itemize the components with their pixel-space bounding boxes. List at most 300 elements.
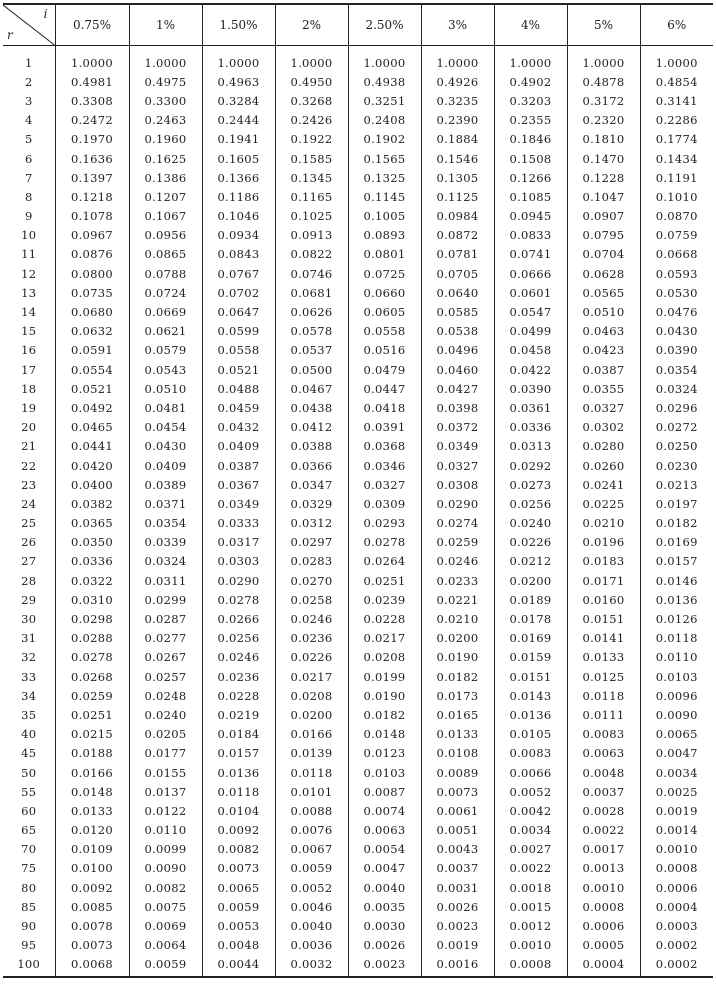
value-cell: 0.0558 [202, 341, 275, 360]
value-cell: 0.0199 [348, 667, 421, 686]
value-cell: 0.0157 [202, 744, 275, 763]
table-row [3, 514, 713, 533]
value-cell: 0.0109 [55, 840, 129, 859]
column-header: 0.75% [55, 4, 129, 46]
value-cell: 0.0872 [421, 226, 494, 245]
table-header [3, 4, 713, 46]
value-cell: 0.0048 [567, 763, 640, 782]
table-row [3, 475, 713, 494]
value-cell: 0.0354 [129, 514, 202, 533]
value-cell: 0.0027 [494, 840, 567, 859]
value-cell: 0.0190 [421, 648, 494, 667]
value-cell: 0.0046 [275, 897, 348, 916]
value-cell: 0.0366 [275, 456, 348, 475]
value-cell: 0.0296 [640, 398, 713, 417]
period-cell: 33 [21, 669, 37, 684]
value-cell: 1.0000 [202, 46, 275, 73]
value-cell: 0.0017 [567, 840, 640, 859]
table-row [3, 533, 713, 552]
value-cell: 0.0704 [567, 245, 640, 264]
table-row [3, 360, 713, 379]
table-row [3, 187, 713, 206]
value-cell: 0.0240 [129, 705, 202, 724]
value-cell: 0.0280 [567, 437, 640, 456]
value-cell: 0.0390 [640, 341, 713, 360]
value-cell: 0.0036 [275, 936, 348, 955]
value-cell: 0.0085 [55, 897, 129, 916]
value-cell: 0.0136 [640, 590, 713, 609]
value-cell: 0.0725 [348, 264, 421, 283]
value-cell: 0.0076 [275, 821, 348, 840]
value-cell: 0.0391 [348, 418, 421, 437]
value-cell: 0.0052 [494, 782, 567, 801]
value-cell: 0.0913 [275, 226, 348, 245]
value-cell: 1.0000 [640, 46, 713, 73]
value-cell: 0.0327 [348, 475, 421, 494]
table-row [3, 264, 713, 283]
value-cell: 0.1636 [55, 149, 129, 168]
value-cell: 0.1397 [55, 168, 129, 187]
value-cell: 0.0481 [129, 398, 202, 417]
value-cell: 0.0290 [202, 571, 275, 590]
value-cell: 0.0250 [640, 437, 713, 456]
value-cell: 0.0538 [421, 322, 494, 341]
value-cell: 0.0074 [348, 801, 421, 820]
value-cell: 0.1960 [129, 130, 202, 149]
table-row [3, 571, 713, 590]
period-cell: 2 [24, 74, 33, 89]
value-cell: 0.0591 [55, 341, 129, 360]
value-cell: 0.0083 [567, 725, 640, 744]
value-cell: 0.0537 [275, 341, 348, 360]
value-cell: 0.0133 [421, 725, 494, 744]
value-cell: 0.0945 [494, 207, 567, 226]
value-cell: 0.0388 [275, 437, 348, 456]
period-cell: 35 [21, 707, 37, 722]
value-cell: 0.1085 [494, 187, 567, 206]
value-cell: 0.0967 [55, 226, 129, 245]
value-cell: 0.0236 [202, 667, 275, 686]
value-cell: 0.0123 [348, 744, 421, 763]
value-cell: 0.0324 [640, 379, 713, 398]
value-cell: 0.2426 [275, 111, 348, 130]
value-cell: 0.0543 [129, 360, 202, 379]
value-cell: 0.0197 [640, 494, 713, 513]
value-cell: 0.0159 [494, 648, 567, 667]
value-cell: 0.0188 [55, 744, 129, 763]
value-cell: 0.0002 [640, 955, 713, 977]
value-cell: 0.0182 [421, 667, 494, 686]
value-cell: 0.0208 [275, 686, 348, 705]
value-cell: 0.0767 [202, 264, 275, 283]
value-cell: 0.1941 [202, 130, 275, 149]
value-cell: 0.0893 [348, 226, 421, 245]
period-cell: 7 [24, 170, 33, 185]
value-cell: 0.3284 [202, 91, 275, 110]
value-cell: 0.0118 [202, 782, 275, 801]
value-cell: 0.1145 [348, 187, 421, 206]
value-cell: 0.0143 [494, 686, 567, 705]
value-cell: 0.0205 [129, 725, 202, 744]
period-cell: 95 [21, 938, 37, 953]
table-row [3, 629, 713, 648]
value-cell: 0.0063 [348, 821, 421, 840]
value-cell: 0.0026 [421, 897, 494, 916]
value-cell: 0.0100 [55, 859, 129, 878]
value-cell: 0.0367 [202, 475, 275, 494]
value-cell: 0.0361 [494, 398, 567, 417]
value-cell: 0.0371 [129, 494, 202, 513]
value-cell: 0.2320 [567, 111, 640, 130]
value-cell: 0.0177 [129, 744, 202, 763]
value-cell: 0.1470 [567, 149, 640, 168]
value-cell: 0.0210 [567, 514, 640, 533]
period-cell: 40 [21, 727, 37, 742]
table-row [3, 821, 713, 840]
value-cell: 0.0169 [640, 533, 713, 552]
value-cell: 0.0387 [567, 360, 640, 379]
value-cell: 0.0241 [567, 475, 640, 494]
value-cell: 0.0454 [129, 418, 202, 437]
value-cell: 0.0090 [640, 705, 713, 724]
value-cell: 0.0346 [348, 456, 421, 475]
value-cell: 0.0310 [55, 590, 129, 609]
table-body [3, 46, 713, 978]
value-cell: 0.3300 [129, 91, 202, 110]
value-cell: 0.0054 [348, 840, 421, 859]
value-cell: 0.0801 [348, 245, 421, 264]
value-cell: 0.1774 [640, 130, 713, 149]
period-cell: 26 [21, 535, 37, 550]
value-cell: 0.0400 [55, 475, 129, 494]
value-cell: 0.0833 [494, 226, 567, 245]
period-cell: 90 [21, 919, 37, 934]
value-cell: 0.1186 [202, 187, 275, 206]
value-cell: 0.0048 [202, 936, 275, 955]
value-cell: 0.0500 [275, 360, 348, 379]
value-cell: 0.0034 [640, 763, 713, 782]
period-cell: 34 [21, 688, 37, 703]
value-cell: 0.0065 [640, 725, 713, 744]
value-cell: 0.0002 [640, 936, 713, 955]
value-cell: 0.0248 [129, 686, 202, 705]
value-cell: 0.0438 [275, 398, 348, 417]
value-cell: 0.0103 [640, 667, 713, 686]
value-cell: 0.0155 [129, 763, 202, 782]
value-cell: 0.0196 [567, 533, 640, 552]
value-cell: 0.0264 [348, 552, 421, 571]
value-cell: 0.0521 [202, 360, 275, 379]
value-cell: 0.0593 [640, 264, 713, 283]
value-cell: 0.0741 [494, 245, 567, 264]
value-cell: 0.1046 [202, 207, 275, 226]
value-cell: 0.0458 [494, 341, 567, 360]
value-cell: 0.3141 [640, 91, 713, 110]
value-cell: 0.0476 [640, 302, 713, 321]
value-cell: 0.0133 [55, 801, 129, 820]
value-cell: 0.0118 [275, 763, 348, 782]
value-cell: 0.0157 [640, 552, 713, 571]
value-cell: 0.0088 [275, 801, 348, 820]
value-cell: 0.0016 [421, 955, 494, 977]
period-cell: 55 [21, 784, 37, 799]
value-cell: 0.0795 [567, 226, 640, 245]
table-row [3, 725, 713, 744]
value-cell: 0.0258 [275, 590, 348, 609]
period-cell: 27 [21, 554, 37, 569]
period-cell: 23 [21, 477, 37, 492]
value-cell: 0.0299 [129, 590, 202, 609]
value-cell: 0.0516 [348, 341, 421, 360]
value-cell: 0.0565 [567, 283, 640, 302]
value-cell: 0.0578 [275, 322, 348, 341]
value-cell: 0.1605 [202, 149, 275, 168]
value-cell: 0.0008 [567, 897, 640, 916]
value-cell: 0.0025 [640, 782, 713, 801]
value-cell: 0.0059 [129, 955, 202, 977]
value-cell: 0.4938 [348, 72, 421, 91]
table-row [3, 226, 713, 245]
table-row [3, 494, 713, 513]
table-row [3, 590, 713, 609]
value-cell: 0.0228 [348, 609, 421, 628]
value-cell: 0.0210 [421, 609, 494, 628]
value-cell: 0.0105 [494, 725, 567, 744]
column-header: 5% [567, 4, 640, 46]
value-cell: 0.0788 [129, 264, 202, 283]
value-cell: 0.0043 [421, 840, 494, 859]
value-cell: 0.0579 [129, 341, 202, 360]
period-cell: 60 [21, 803, 37, 818]
value-cell: 0.0499 [494, 322, 567, 341]
table-row [3, 398, 713, 417]
value-cell: 0.0228 [202, 686, 275, 705]
value-cell: 0.0463 [567, 322, 640, 341]
table-row [3, 552, 713, 571]
value-cell: 0.0554 [55, 360, 129, 379]
period-cell: 30 [21, 612, 37, 627]
value-cell: 0.0022 [494, 859, 567, 878]
value-cell: 0.0110 [129, 821, 202, 840]
value-cell: 0.0601 [494, 283, 567, 302]
value-cell: 0.0418 [348, 398, 421, 417]
value-cell: 0.0441 [55, 437, 129, 456]
table-row [3, 878, 713, 897]
value-cell: 0.0259 [421, 533, 494, 552]
value-cell: 0.0212 [494, 552, 567, 571]
table-row [3, 91, 713, 110]
value-cell: 0.0298 [55, 609, 129, 628]
value-cell: 0.0010 [640, 840, 713, 859]
value-cell: 0.0666 [494, 264, 567, 283]
value-cell: 0.0118 [567, 686, 640, 705]
value-cell: 0.3203 [494, 91, 567, 110]
period-cell: 11 [21, 247, 37, 262]
value-cell: 0.0626 [275, 302, 348, 321]
value-cell: 0.0432 [202, 418, 275, 437]
value-cell: 0.2408 [348, 111, 421, 130]
value-cell: 0.0420 [55, 456, 129, 475]
value-cell: 0.0226 [275, 648, 348, 667]
value-cell: 0.0073 [55, 936, 129, 955]
value-cell: 0.0014 [640, 821, 713, 840]
value-cell: 0.0122 [129, 801, 202, 820]
value-cell: 0.3172 [567, 91, 640, 110]
value-cell: 0.0139 [275, 744, 348, 763]
value-cell: 0.0273 [494, 475, 567, 494]
value-cell: 0.1005 [348, 207, 421, 226]
value-cell: 0.0422 [494, 360, 567, 379]
period-cell: 6 [24, 151, 33, 166]
value-cell: 0.0327 [567, 398, 640, 417]
value-cell: 0.0621 [129, 322, 202, 341]
value-cell: 0.0302 [567, 418, 640, 437]
value-cell: 0.0089 [421, 763, 494, 782]
value-cell: 0.0259 [55, 686, 129, 705]
value-cell: 0.0368 [348, 437, 421, 456]
value-cell: 0.0171 [567, 571, 640, 590]
value-cell: 0.1508 [494, 149, 567, 168]
value-cell: 0.0530 [640, 283, 713, 302]
value-cell: 0.0217 [275, 667, 348, 686]
value-cell: 0.0251 [348, 571, 421, 590]
table-row [3, 72, 713, 91]
value-cell: 0.0092 [55, 878, 129, 897]
value-cell: 0.0349 [202, 494, 275, 513]
value-cell: 0.0390 [494, 379, 567, 398]
value-cell: 0.0182 [640, 514, 713, 533]
value-cell: 0.0870 [640, 207, 713, 226]
value-cell: 0.0200 [275, 705, 348, 724]
period-cell: 14 [21, 305, 37, 320]
value-cell: 0.0078 [55, 916, 129, 935]
value-cell: 0.0136 [494, 705, 567, 724]
value-cell: 0.1546 [421, 149, 494, 168]
table-row [3, 686, 713, 705]
value-cell: 0.0069 [129, 916, 202, 935]
value-cell: 0.0092 [202, 821, 275, 840]
value-cell: 0.0005 [567, 936, 640, 955]
value-cell: 0.0083 [494, 744, 567, 763]
value-cell: 0.0173 [421, 686, 494, 705]
value-cell: 0.0459 [202, 398, 275, 417]
value-cell: 0.0311 [129, 571, 202, 590]
value-cell: 0.0465 [55, 418, 129, 437]
value-cell: 0.0427 [421, 379, 494, 398]
value-cell: 0.0026 [348, 936, 421, 955]
value-cell: 0.0510 [567, 302, 640, 321]
table-row [3, 46, 713, 73]
value-cell: 0.0705 [421, 264, 494, 283]
value-cell: 0.0781 [421, 245, 494, 264]
value-cell: 0.0108 [421, 744, 494, 763]
value-cell: 0.0724 [129, 283, 202, 302]
value-cell: 0.0746 [275, 264, 348, 283]
value-cell: 0.2355 [494, 111, 567, 130]
value-cell: 0.0090 [129, 859, 202, 878]
table-row [3, 705, 713, 724]
value-cell: 0.1345 [275, 168, 348, 187]
value-cell: 0.0032 [275, 955, 348, 977]
value-cell: 0.0082 [129, 878, 202, 897]
value-cell: 0.0035 [348, 897, 421, 916]
value-cell: 0.1386 [129, 168, 202, 187]
value-cell: 0.0148 [348, 725, 421, 744]
column-header: 3% [421, 4, 494, 46]
table-row [3, 168, 713, 187]
period-cell: 22 [21, 458, 37, 473]
value-cell: 0.0303 [202, 552, 275, 571]
value-cell: 0.0246 [202, 648, 275, 667]
value-cell: 0.1218 [55, 187, 129, 206]
value-cell: 0.0019 [640, 801, 713, 820]
period-cell: 4 [24, 113, 33, 128]
value-cell: 0.0240 [494, 514, 567, 533]
value-cell: 0.0355 [567, 379, 640, 398]
value-cell: 0.0266 [202, 609, 275, 628]
value-cell: 0.0225 [567, 494, 640, 513]
value-cell: 0.0759 [640, 226, 713, 245]
value-cell: 0.4854 [640, 72, 713, 91]
value-cell: 0.0087 [348, 782, 421, 801]
table-row [3, 322, 713, 341]
value-cell: 0.0066 [494, 763, 567, 782]
value-cell: 0.4950 [275, 72, 348, 91]
value-cell: 0.0496 [421, 341, 494, 360]
table-row [3, 782, 713, 801]
value-cell: 0.1191 [640, 168, 713, 187]
period-cell: 16 [21, 343, 37, 358]
value-cell: 0.0317 [202, 533, 275, 552]
value-cell: 0.0236 [275, 629, 348, 648]
value-cell: 0.0412 [275, 418, 348, 437]
value-cell: 0.1078 [55, 207, 129, 226]
value-cell: 0.0510 [129, 379, 202, 398]
value-cell: 0.1884 [421, 130, 494, 149]
value-cell: 0.0290 [421, 494, 494, 513]
value-cell: 0.0327 [421, 456, 494, 475]
table-row [3, 648, 713, 667]
value-cell: 0.0200 [421, 629, 494, 648]
value-cell: 0.0165 [421, 705, 494, 724]
value-cell: 0.0028 [567, 801, 640, 820]
value-cell: 0.0349 [421, 437, 494, 456]
period-cell: 13 [21, 285, 37, 300]
value-cell: 0.0372 [421, 418, 494, 437]
table-row [3, 955, 713, 977]
value-cell: 0.0260 [567, 456, 640, 475]
value-cell: 0.0125 [567, 667, 640, 686]
value-cell: 0.0200 [494, 571, 567, 590]
value-cell: 0.0336 [494, 418, 567, 437]
value-cell: 0.4975 [129, 72, 202, 91]
value-cell: 0.2472 [55, 111, 129, 130]
value-cell: 0.4878 [567, 72, 640, 91]
table-row [3, 859, 713, 878]
value-cell: 1.0000 [55, 46, 129, 73]
value-cell: 0.0278 [55, 648, 129, 667]
value-cell: 0.0865 [129, 245, 202, 264]
value-cell: 0.0226 [494, 533, 567, 552]
value-cell: 0.0189 [494, 590, 567, 609]
table-row [3, 130, 713, 149]
value-cell: 0.0423 [567, 341, 640, 360]
value-cell: 0.0660 [348, 283, 421, 302]
value-cell: 0.1025 [275, 207, 348, 226]
value-cell: 0.0047 [640, 744, 713, 763]
value-cell: 0.1047 [567, 187, 640, 206]
period-cell: 85 [21, 899, 37, 914]
